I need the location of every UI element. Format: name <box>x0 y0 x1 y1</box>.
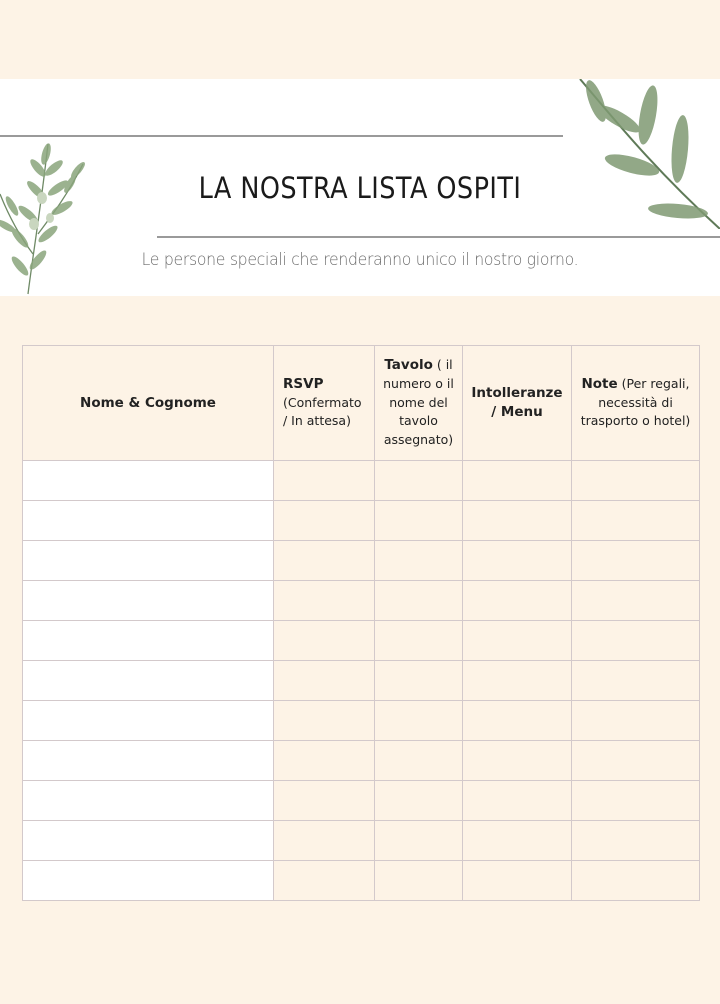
cell-table[interactable] <box>375 861 463 901</box>
table-row <box>23 581 700 621</box>
table-row <box>23 541 700 581</box>
cell-rsvp[interactable] <box>274 541 375 581</box>
cell-notes[interactable] <box>572 461 700 501</box>
cell-table[interactable] <box>375 781 463 821</box>
cell-intolerances[interactable] <box>463 701 572 741</box>
cell-rsvp[interactable] <box>274 781 375 821</box>
table-header-row <box>23 346 700 461</box>
table-row <box>23 781 700 821</box>
eucalyptus-branch-icon <box>0 134 90 299</box>
cell-table[interactable] <box>375 661 463 701</box>
cell-intolerances[interactable] <box>463 661 572 701</box>
table-row <box>23 661 700 701</box>
cell-intolerances[interactable] <box>463 461 572 501</box>
divider-line-bottom <box>157 236 720 238</box>
cell-rsvp[interactable] <box>274 581 375 621</box>
cell-intolerances[interactable] <box>463 581 572 621</box>
column-header-notes-bold: Note <box>581 375 618 392</box>
cell-intolerances[interactable] <box>463 861 572 901</box>
column-header-notes-detail: (Per regali, necessità di trasporto o hotel) <box>580 375 691 429</box>
cell-rsvp[interactable] <box>274 861 375 901</box>
cell-notes[interactable] <box>572 781 700 821</box>
column-header-rsvp <box>274 346 375 461</box>
column-header-table <box>375 346 463 461</box>
guest-list-table <box>22 345 700 901</box>
cell-name[interactable] <box>23 621 274 661</box>
column-header-name <box>23 346 274 461</box>
cell-notes[interactable] <box>572 621 700 661</box>
column-header-intolerances-bold: Intolleranze / Menu <box>471 385 563 420</box>
cell-table[interactable] <box>375 741 463 781</box>
cell-table[interactable] <box>375 581 463 621</box>
cell-name[interactable] <box>23 821 274 861</box>
cell-rsvp[interactable] <box>274 661 375 701</box>
cell-notes[interactable] <box>572 541 700 581</box>
cell-name[interactable] <box>23 781 274 821</box>
cell-name[interactable] <box>23 661 274 701</box>
cell-notes[interactable] <box>572 501 700 541</box>
cell-table[interactable] <box>375 541 463 581</box>
table-row <box>23 861 700 901</box>
cell-table[interactable] <box>375 461 463 501</box>
cell-notes[interactable] <box>572 581 700 621</box>
cell-table[interactable] <box>375 501 463 541</box>
cell-name[interactable] <box>23 581 274 621</box>
cell-name[interactable] <box>23 461 274 501</box>
cell-table[interactable] <box>375 621 463 661</box>
cell-name[interactable] <box>23 741 274 781</box>
cell-intolerances[interactable] <box>463 741 572 781</box>
table-row <box>23 821 700 861</box>
cell-name[interactable] <box>23 541 274 581</box>
cell-notes[interactable] <box>572 821 700 861</box>
cell-rsvp[interactable] <box>274 741 375 781</box>
page-subtitle: Le persone speciali che renderanno unico il nostro giorno. <box>141 250 579 270</box>
olive-branch-icon <box>574 79 720 229</box>
cell-intolerances[interactable] <box>463 541 572 581</box>
cell-rsvp[interactable] <box>274 701 375 741</box>
cell-intolerances[interactable] <box>463 501 572 541</box>
cell-notes[interactable] <box>572 661 700 701</box>
column-header-rsvp-bold: RSVP <box>283 375 324 392</box>
cell-rsvp[interactable] <box>274 501 375 541</box>
cell-notes[interactable] <box>572 701 700 741</box>
cell-name[interactable] <box>23 861 274 901</box>
cell-table[interactable] <box>375 701 463 741</box>
cell-intolerances[interactable] <box>463 781 572 821</box>
cell-rsvp[interactable] <box>274 821 375 861</box>
cell-notes[interactable] <box>572 741 700 781</box>
column-header-table-detail: ( il numero o il nome del tavolo assegnato) <box>383 357 454 448</box>
page-title: LA NOSTRA LISTA OSPITI <box>198 171 522 205</box>
column-header-intolerances <box>463 346 572 461</box>
table-body <box>23 461 700 901</box>
column-header-table-bold: Tavolo <box>384 357 433 374</box>
column-header-notes <box>572 346 700 461</box>
cell-intolerances[interactable] <box>463 621 572 661</box>
cell-rsvp[interactable] <box>274 621 375 661</box>
table-row <box>23 461 700 501</box>
column-header-name-bold: Nome & Cognome <box>80 394 216 411</box>
cell-name[interactable] <box>23 501 274 541</box>
table-row <box>23 701 700 741</box>
table-row <box>23 621 700 661</box>
cell-rsvp[interactable] <box>274 461 375 501</box>
cell-intolerances[interactable] <box>463 821 572 861</box>
column-header-rsvp-detail: (Confermato / In attesa) <box>283 394 362 429</box>
cell-notes[interactable] <box>572 861 700 901</box>
cell-name[interactable] <box>23 701 274 741</box>
header-banner <box>0 79 720 296</box>
table-row <box>23 741 700 781</box>
cell-table[interactable] <box>375 821 463 861</box>
table-row <box>23 501 700 541</box>
